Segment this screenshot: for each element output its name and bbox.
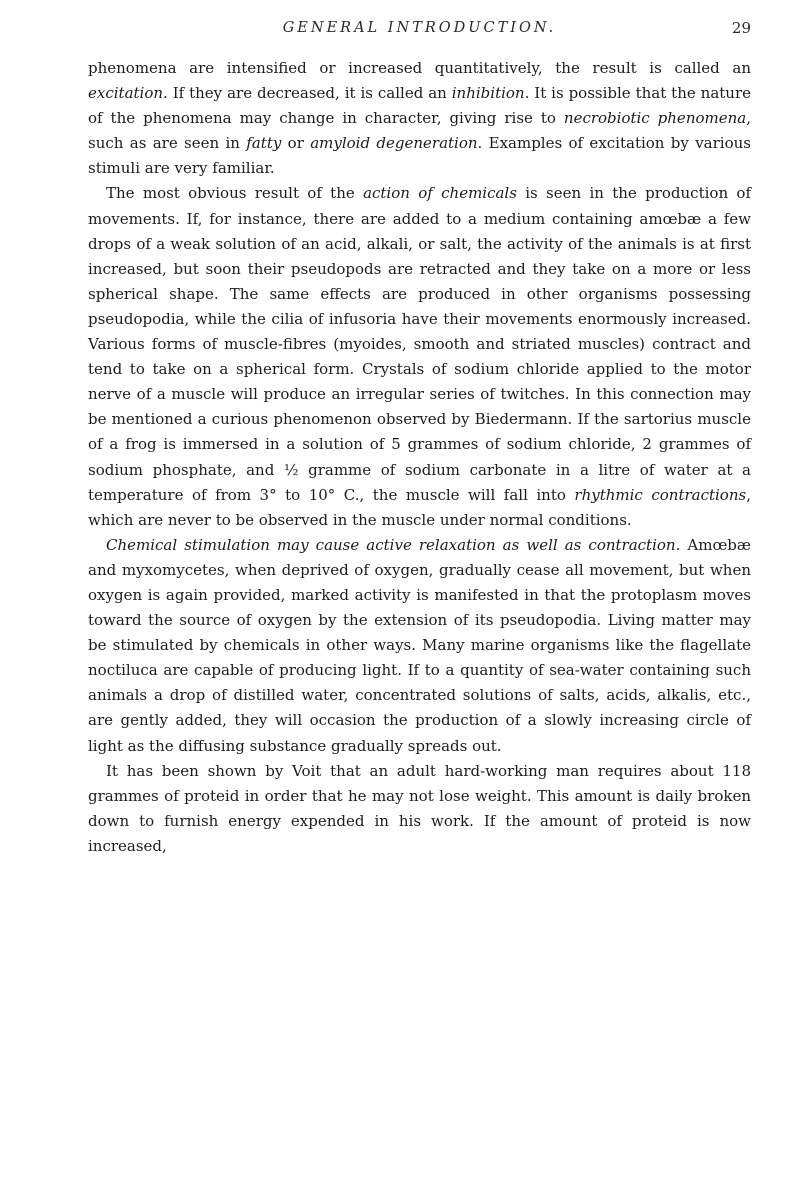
italic-text: amyloid degeneration <box>310 134 478 153</box>
text-run: . If they are decreased, it is called an <box>163 84 452 103</box>
italic-text: Chemical stimulation may cause active relaxation as well as contraction. <box>106 535 681 554</box>
text-run: Amœbæ and myxomycetes, when deprived of oxygen, gradually cease all movement, but when oxygen is again provided, marked activity is manifested in that the protoplasm moves toward the source of oxygen by the extension of its pseudopodia. Living matter may be stimulated by chemicals in other ways. Many marine organisms like the flagellate noctiluca are capable of producing light. If to a quantity of sea-water containing such animals a drop of distilled water, concentrated solutions of salts, acids, alkalis, etc., are gently added, they will occasion the production of a slowly increasing circle of light as the diffusing substance gradually spreads out. <box>88 535 751 755</box>
text-run: It has been shown by Voit that an adult hard-working man requires about 118 grammes of proteid in order that he may not lose weight. This amount is daily broken down to furnish energy expended in his work. If the amount of proteid is now increased, <box>88 761 751 855</box>
body-text <box>88 56 751 859</box>
text-run: The most obvious result of the <box>106 184 364 203</box>
italic-text: action of chemicals <box>363 184 517 203</box>
text-run: , such as are seen in <box>88 109 751 153</box>
text-run: . It is possible that the nature of the phenomena may change in character, giving rise to <box>88 84 751 128</box>
italic-text: inhibition <box>451 84 525 103</box>
text-run: . Examples of excitation by various stimuli are very familiar. <box>88 134 751 178</box>
paragraph <box>88 56 751 181</box>
italic-text: rhythmic contractions <box>574 485 747 504</box>
paragraph <box>88 533 751 759</box>
text-run: phenomena are intensified or increased quantitatively, the result is called an <box>88 59 751 77</box>
text-run: is seen in the production of movements. If, for instance, there are added to a medium containing amœbæ a few drops of a weak solution of an acid, alkali, or salt, the activity of the animals is at first increased, but soon their pseudopods are retracted and they take on a more or less spherical shape. The same effects are produced in other organisms possessing pseudopodia, while the cilia of infusoria have their movements enormously increased. Various forms of muscle-fibres (myoides, smooth and striated muscles) contract and tend to take on a spherical form. Crystals of sodium chloride applied to the motor nerve of a muscle will produce an irregular series of twitches. In this connection may be mentioned a curious phenomenon observed by Biedermann. If the sartorius muscle of a frog is immersed in a solution of 5 grammes of sodium chloride, 2 grammes of sodium phosphate, and ½ gramme of sodium carbonate in a litre of water at a temperature of from 3° to 10° C., the muscle will fall into <box>88 184 751 504</box>
text-run: , which are never to be observed in the muscle under normal conditions. <box>88 485 751 529</box>
italic-text: fatty <box>246 134 282 153</box>
italic-text: necrobiotic phenomena <box>563 109 747 128</box>
page-header <box>88 16 751 56</box>
italic-text: excitation <box>88 84 164 103</box>
paragraph <box>88 181 751 532</box>
paragraph <box>88 759 751 859</box>
running-head: GENERAL INTRODUCTION. <box>282 20 557 36</box>
page-number: 29 <box>731 19 751 37</box>
text-run: or <box>281 134 311 153</box>
